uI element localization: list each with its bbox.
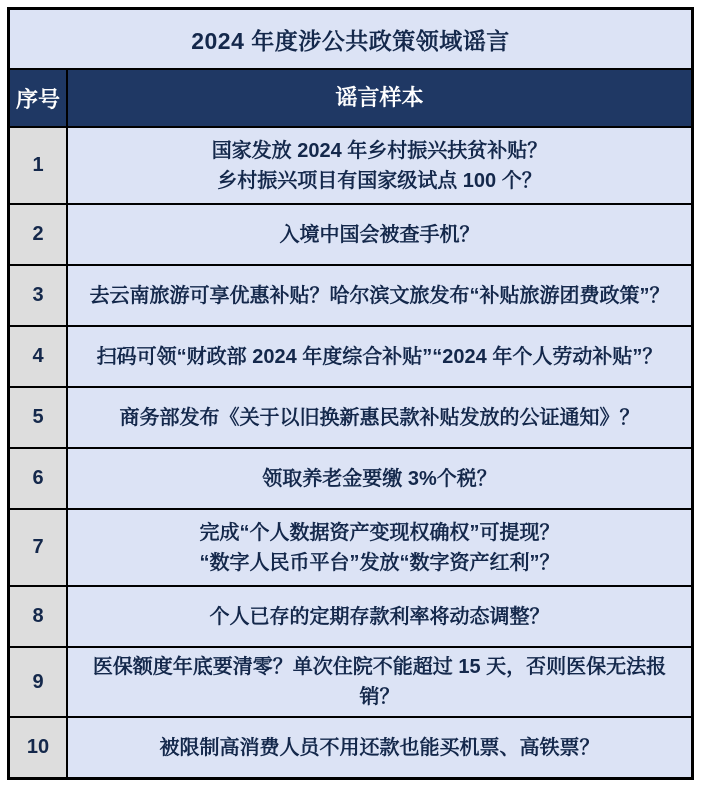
table-body — [10, 126, 691, 777]
column-header-index: 序号 — [10, 70, 68, 126]
table-row — [10, 126, 691, 203]
rumor-line: 领取养老金要缴 3%个税？ — [262, 467, 497, 490]
rumor-table — [7, 7, 694, 780]
row-index-number: 7 — [10, 510, 68, 585]
rumor-sample-text — [68, 266, 691, 325]
row-index-number: 1 — [10, 128, 68, 203]
rumor-line: 去云南旅游可享优惠补贴？哈尔滨文旅发布“补贴旅游团费政策”？ — [89, 284, 670, 307]
row-index-number: 6 — [10, 449, 68, 508]
rumor-line: “数字人民币平台”发放“数字资产红利”？ — [199, 551, 560, 574]
table-row — [10, 447, 691, 508]
rumor-sample-text — [68, 510, 691, 585]
row-index-number: 5 — [10, 388, 68, 447]
rumor-line: 完成“个人数据资产变现权确权”可提现？ — [199, 521, 560, 544]
row-index-number: 8 — [10, 587, 68, 646]
row-index-number: 3 — [10, 266, 68, 325]
rumor-sample-text — [68, 128, 691, 203]
rumor-line: 国家发放 2024 年乡村振兴扶贫补贴？ — [211, 139, 548, 162]
table-header-row — [10, 68, 691, 126]
table-row — [10, 386, 691, 447]
rumor-sample-text — [68, 718, 691, 777]
rumor-line: 个人已存的定期存款利率将动态调整？ — [209, 605, 550, 628]
table-title: 2024 年度涉公共政策领域谣言 — [10, 10, 691, 68]
rumor-line: 扫码可领“财政部 2024 年度综合补贴”“2024 年个人劳动补贴”？ — [96, 345, 663, 368]
rumor-line: 商务部发布《关于以旧换新惠民款补贴发放的公证通知》？ — [119, 406, 640, 429]
rumor-line: 入境中国会被查手机？ — [279, 223, 480, 246]
table-row — [10, 716, 691, 777]
row-index-number: 9 — [10, 648, 68, 716]
row-index-number: 2 — [10, 205, 68, 264]
table-row — [10, 264, 691, 325]
rumor-sample-text — [68, 388, 691, 447]
rumor-line: 医保额度年底要清零？单次住院不能超过 15 天，否则医保无法报销？ — [92, 656, 667, 708]
rumor-sample-text — [68, 327, 691, 386]
rumor-sample-text — [68, 449, 691, 508]
row-index-number: 10 — [10, 718, 68, 777]
rumor-sample-text — [68, 587, 691, 646]
table-row — [10, 508, 691, 585]
table-row — [10, 325, 691, 386]
table-row — [10, 203, 691, 264]
rumor-line: 乡村振兴项目有国家级试点 100 个？ — [217, 169, 542, 192]
rumor-sample-text — [68, 648, 691, 716]
table-row — [10, 646, 691, 716]
row-index-number: 4 — [10, 327, 68, 386]
rumor-line: 被限制高消费人员不用还款也能买机票、高铁票？ — [159, 736, 600, 759]
rumor-sample-text — [68, 205, 691, 264]
table-row — [10, 585, 691, 646]
column-header-sample: 谣言样本 — [68, 70, 691, 126]
